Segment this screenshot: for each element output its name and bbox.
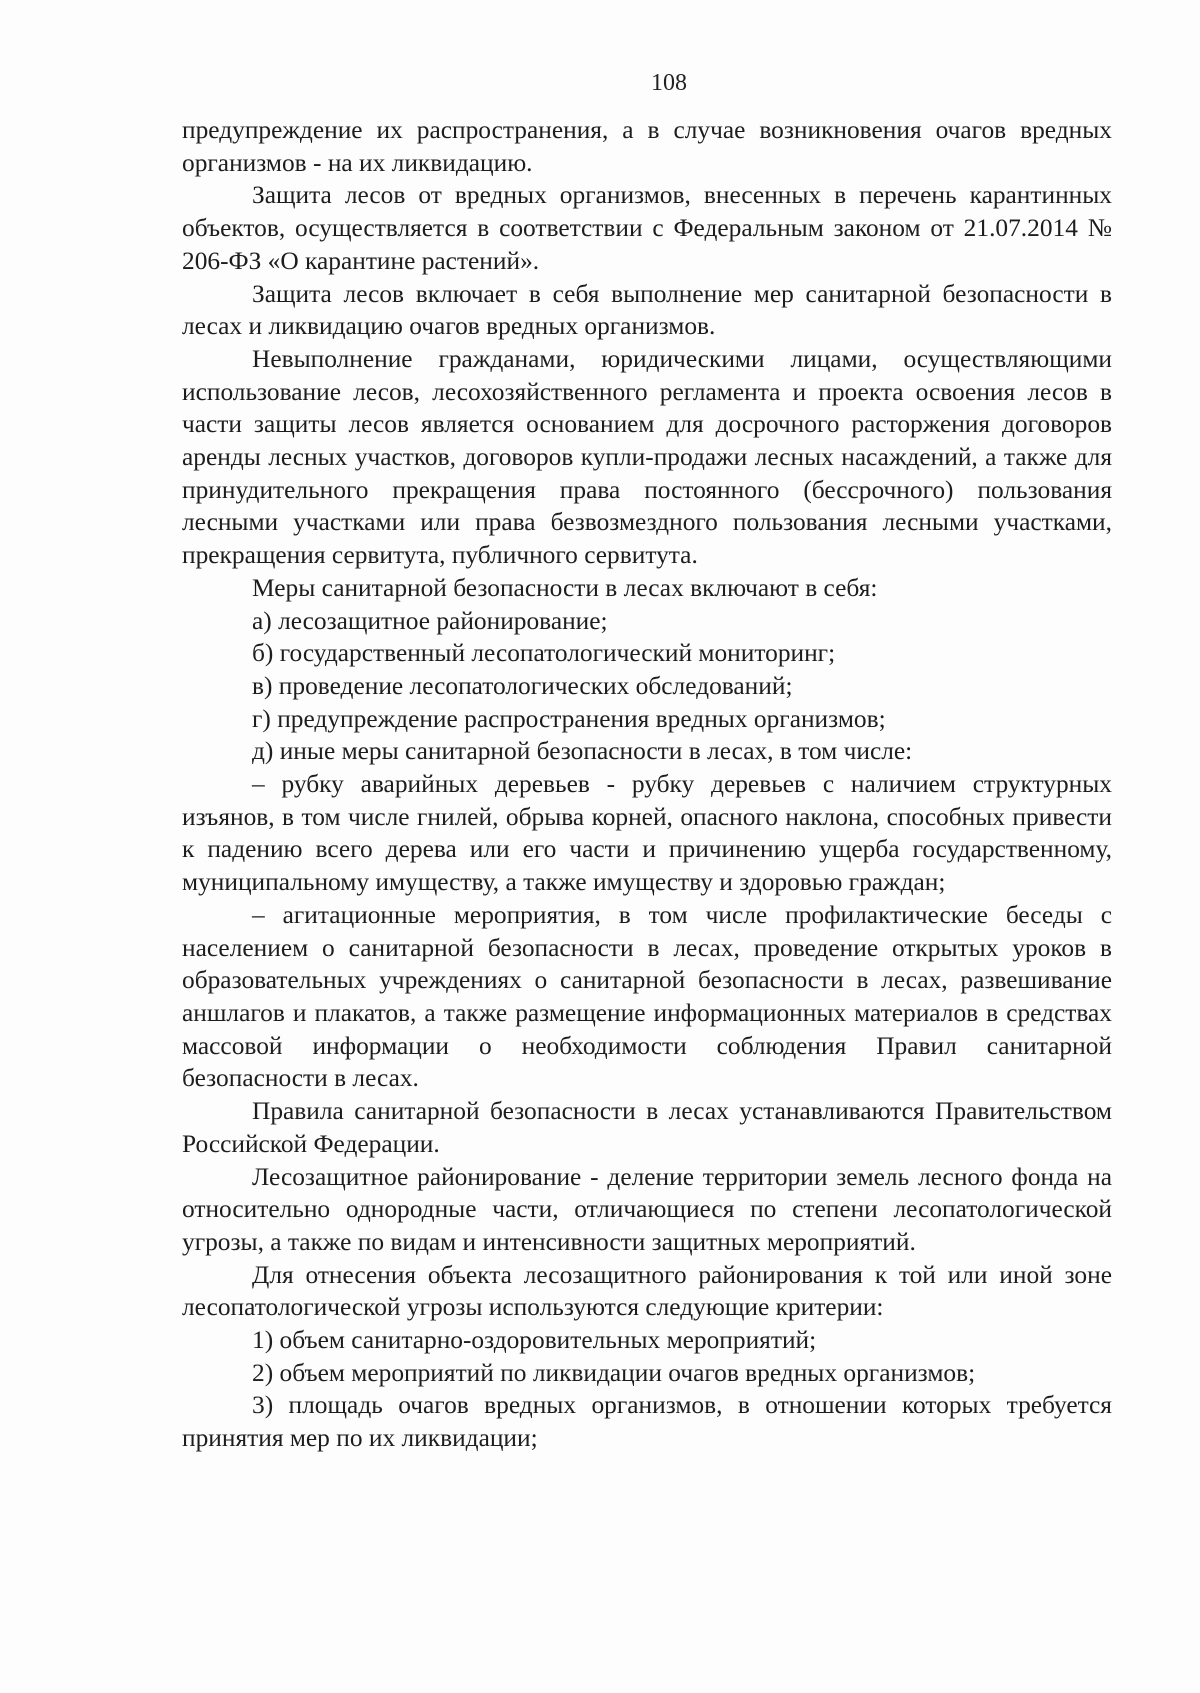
criteria-item-1: 1) объем санитарно-оздоровительных мероприятий; [252,1326,817,1355]
paragraph-continuation: предупреждение их распространения, а в случае возникновения очагов вредных организмов - на их ликвидацию. [182,116,1112,177]
list-item-v: в) проведение лесопатологических обследований; [252,671,793,700]
paragraph-zoning-definition: Лесозащитное районирование - деление территории земель лесного фонда на относительно однородные части, отличающиеся по степени лесопатологической угрозы, а также по видам и интенсивности защитных мероприятий. [182,1162,1112,1256]
paragraph-zoning-criteria-intro: Для отнесения объекта лесозащитного районирования к той или иной зоне лесопатологической угрозы используются следующие критерии: [182,1260,1112,1322]
paragraph-sanitary-measures-intro: Меры санитарной безопасности в лесах включают в себя: [252,573,878,602]
document-body [182,114,1112,1455]
list-item-d: д) иные меры санитарной безопасности в лесах, в том числе: [252,737,913,766]
list-item-g: г) предупреждение распространения вредных организмов; [252,704,886,733]
paragraph-rules-established: Правила санитарной безопасности в лесах устанавливаются Правительством Российской Федерации. [182,1097,1112,1158]
criteria-item-2: 2) объем мероприятий по ликвидации очагов вредных организмов; [252,1358,976,1387]
paragraph-noncompliance: Невыполнение гражданами, юридическими лицами, осуществляющими использование лесов, лесохозяйственного регламента и проекта освоения лесов в части защиты лесов является основанием для досрочного расторжения договоров аренды лесных участков, договоров купли-продажи лесных насаждений, а также для принудительного прекращения права постоянного (бессрочного) пользования лесными участками или права безвозмездного пользования лесными участками, прекращения сервитута, публичного сервитута. [182,344,1112,570]
list-item-b: б) государственный лесопатологический мониторинг; [252,639,836,668]
paragraph-quarantine-protection: Защита лесов от вредных организмов, внесенных в перечень карантинных объектов, осуществляется в соответствии с Федеральным законом от 21.07.2014 № 206-ФЗ «О карантине растений». [182,181,1112,275]
criteria-item-3: 3) площадь очагов вредных организмов, в отношении которых требуется принятия мер по их ликвидации; [182,1391,1112,1453]
list-item-a: а) лесозащитное районирование; [252,606,608,635]
paragraph-forest-protection-scope: Защита лесов включает в себя выполнение мер санитарной безопасности в лесах и ликвидацию очагов вредных организмов. [182,279,1112,341]
dash-item-awareness-events: – агитационные мероприятия, в том числе профилактические беседы с населением о санитарной безопасности в лесах, проведение открытых уроков в образовательных учреждениях о санитарной безопасности в лесах, развешивание аншлагов и плакатов, а также размещение информационных материалов в средствах массовой информации о необходимости соблюдения Правил санитарной безопасности в лесах. [182,900,1112,1093]
dash-item-emergency-trees: – рубку аварийных деревьев - рубку деревьев с наличием структурных изъянов, в том числе гнилей, обрыва корней, опасного наклона, способных привести к падению всего дерева или его части и причинению ущерба государственному, муниципальному имуществу, а также имуществу и здоровью граждан; [182,770,1112,897]
page-number: 108 [651,70,687,96]
